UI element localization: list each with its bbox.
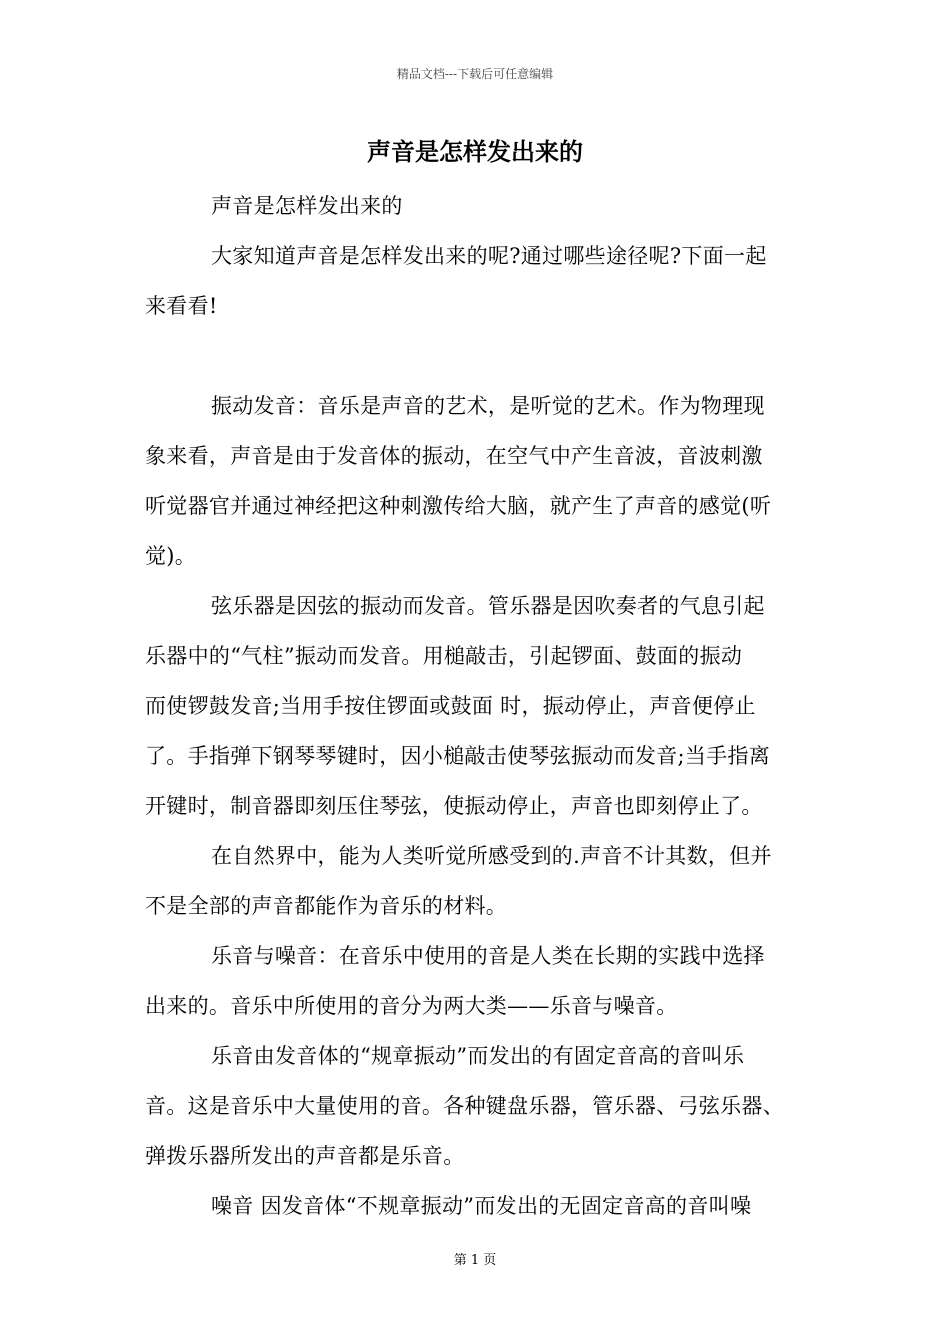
paragraph-line: 乐音由发音体的“规章振动”而发出的有固定音高的音叫乐 [211, 1044, 745, 1068]
page-number: 第 1 页 [453, 1253, 497, 1268]
paragraph-line: 弦乐器是因弦的振动而发音。管乐器是因吹奏者的气息引起 [211, 594, 765, 618]
paragraph-line: 大家知道声音是怎样发出来的呢?通过哪些途径呢?下面一起 [211, 244, 767, 268]
paragraph-gap [145, 331, 811, 381]
document-title: 声音是怎样发出来的 [367, 137, 583, 166]
paragraph-line: 振动发音：音乐是声音的艺术，是听觉的艺术。作为物理现 [211, 394, 765, 418]
subtitle-line: 声音是怎样发出来的 [211, 194, 403, 218]
paragraph-line: 在自然界中，能为人类听觉所感受到的.声音不计其数，但并 [211, 844, 772, 868]
paragraph-line: 弹拨乐器所发出的声音都是乐音。 [145, 1144, 465, 1168]
paragraph-line: 象来看，声音是由于发音体的振动，在空气中产生音波，音波刺激 [145, 444, 763, 468]
paragraph-line: 听觉器官并通过神经把这种刺激传给大脑，就产生了声音的感觉(听 [145, 494, 772, 518]
paragraph-line: 乐器中的“气柱”振动而发音。用槌敲击，引起锣面、鼓面的振动 [145, 644, 743, 668]
paragraph-line: 觉)。 [145, 544, 197, 568]
paragraph-line: 噪音 因发音体“不规章振动”而发出的无固定音高的音叫噪 [211, 1194, 752, 1218]
paragraph-line: 开键时，制音器即刻压住琴弦，使振动停止，声音也即刻停止了。 [145, 794, 763, 818]
paragraph-line: 了。手指弹下钢琴琴键时，因小槌敲击使琴弦振动而发音;当手指离 [145, 744, 771, 768]
document-body [145, 181, 811, 1231]
paragraph-line: 音。这是音乐中大量使用的音。各种键盘乐器，管乐器、弓弦乐器、 [145, 1094, 784, 1118]
paragraph-line: 出来的。音乐中所使用的音分为两大类——乐音与噪音。 [145, 994, 678, 1018]
page-header: 精品文档---下载后可任意编辑 [396, 67, 554, 81]
paragraph-line: 不是全部的声音都能作为音乐的材料。 [145, 894, 508, 918]
paragraph-line: 来看看! [145, 294, 218, 318]
paragraph-line: 乐音与噪音：在音乐中使用的音是人类在长期的实践中选择 [211, 944, 765, 968]
paragraph-line: 而使锣鼓发音;当用手按住锣面或鼓面 时，振动停止，声音便停止 [145, 694, 756, 718]
